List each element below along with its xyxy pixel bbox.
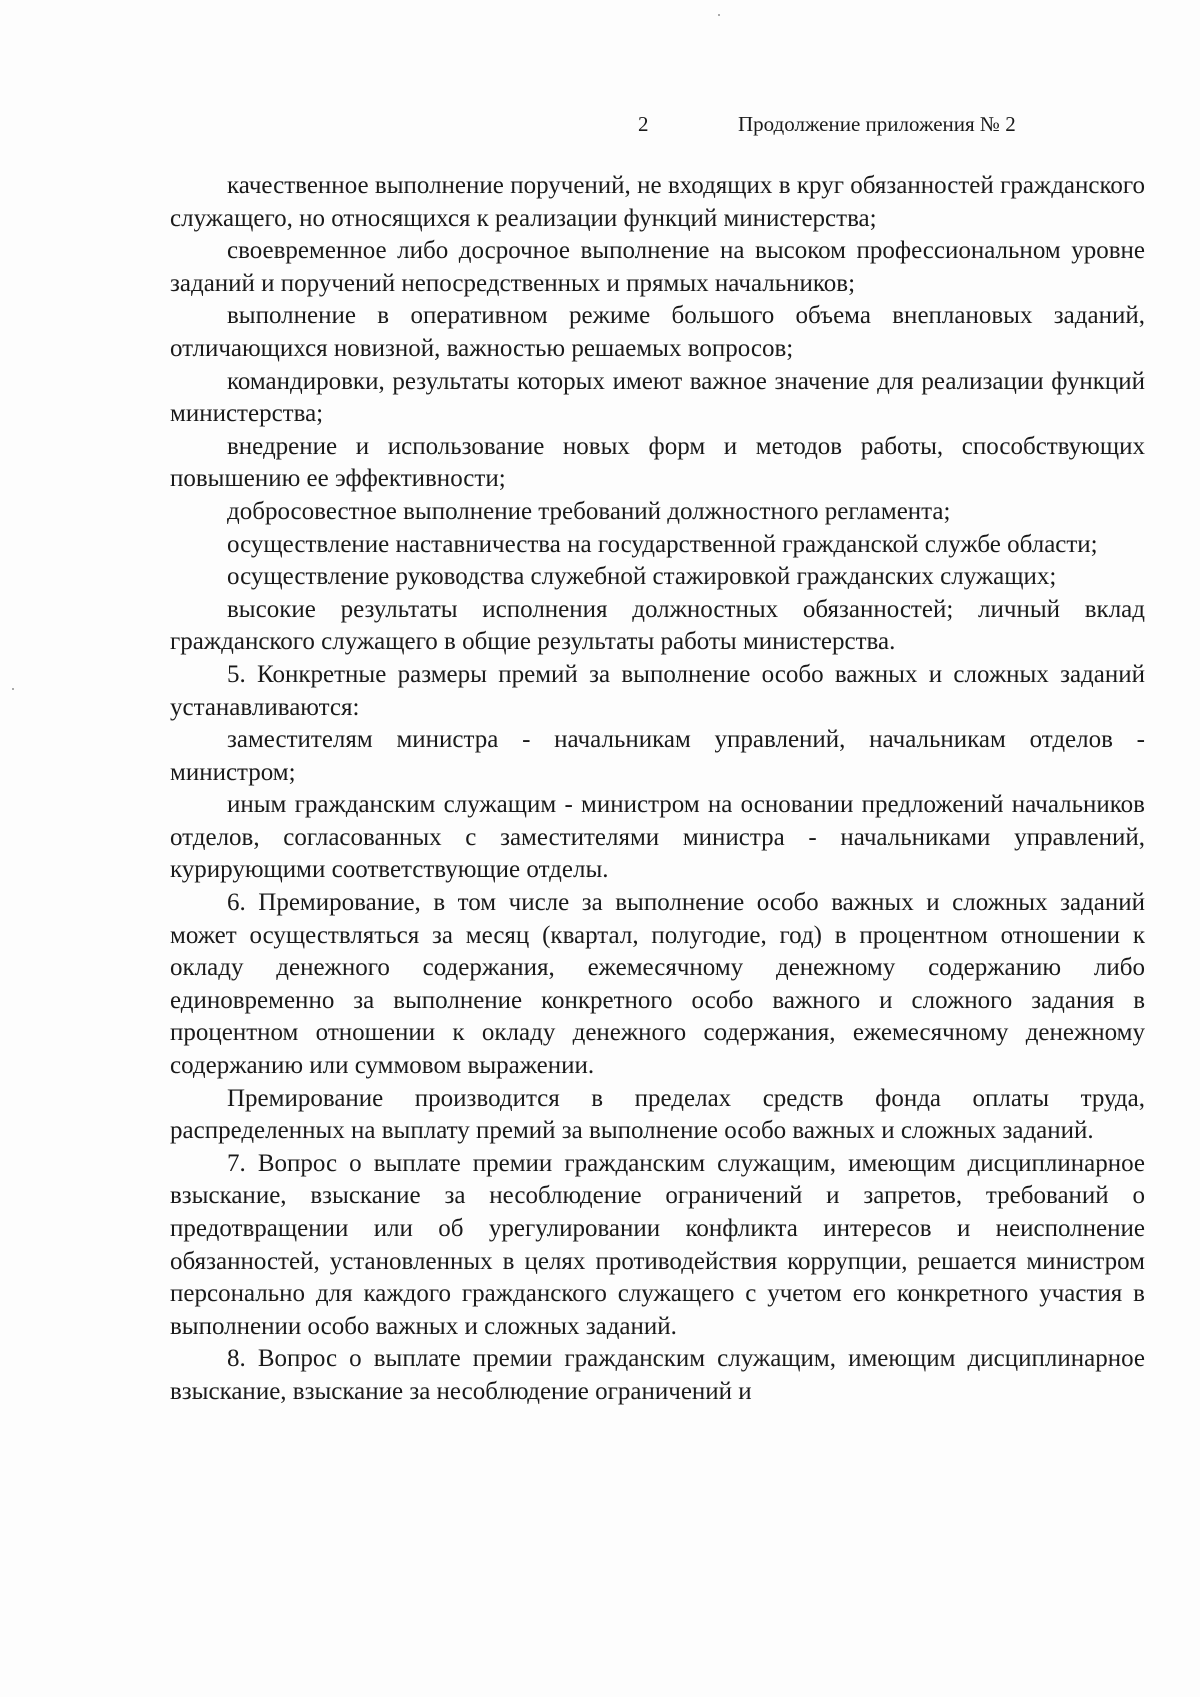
- paragraph: качественное выполнение поручений, не входящих в круг обязанностей гражданского служащего, но относящихся к реализации функций министерства;: [170, 172, 1145, 232]
- paragraph: Премирование производится в пределах средств фонда оплаты труда, распределенных на выплату премий за выполнение особо важных и сложных заданий.: [170, 1084, 1145, 1145]
- paragraph: добросовестное выполнение требований должностного регламента;: [227, 497, 951, 525]
- paragraph: иным гражданским служащим - министром на основании предложений начальников отделов, согласованных с заместителями министра - начальниками управлений, курирующими соответствующие отделы.: [170, 791, 1145, 884]
- paragraph: заместителям министра - начальникам управлений, начальникам отделов - министром;: [170, 726, 1145, 786]
- scan-speck: [718, 14, 720, 16]
- paragraph: 5. Конкретные размеры премий за выполнение особо важных и сложных заданий устанавливаются:: [170, 660, 1145, 721]
- scan-speck: [12, 688, 14, 690]
- paragraph: внедрение и использование новых форм и методов работы, способствующих повышению ее эффективности;: [170, 432, 1145, 493]
- page-header: [0, 112, 1200, 142]
- paragraph: осуществление руководства служебной стажировкой гражданских служащих;: [227, 563, 1057, 591]
- paragraph: 7. Вопрос о выплате премии гражданским служащим, имеющим дисциплинарное взыскание, взыскание за несоблюдение ограничений и запретов, требований о предотвращении или об урегулировании конфликта интересов и неисполнение обязанностей, установленных в целях противодействия коррупции, решается министром персонально для каждого гражданского служащего с учетом его конкретного участия в выполнении особо важных и сложных заданий.: [170, 1149, 1145, 1340]
- paragraph: командировки, результаты которых имеют важное значение для реализации функций министерства;: [170, 367, 1145, 428]
- paragraph: 6. Премирование, в том числе за выполнение особо важных и сложных заданий может осуществляться за месяц (квартал, полугодие, год) в процентном отношении к окладу денежного содержания, ежемесячному денежному содержанию либо единовременно за выполнение конкретного особо важного и сложного задания в процентном отношении к окладу денежного содержания, ежемесячному денежному содержанию или суммовом выражении.: [170, 889, 1145, 1080]
- paragraph: выполнение в оперативном режиме большого объема внеплановых заданий, отличающихся новизной, важностью решаемых вопросов;: [170, 302, 1145, 362]
- paragraph: осуществление наставничества на государственной гражданской службе области;: [227, 530, 1098, 558]
- document-body: [170, 170, 1145, 1409]
- paragraph: 8. Вопрос о выплате премии гражданским служащим, имеющим дисциплинарное взыскание, взыскание за несоблюдение ограничений и: [170, 1345, 1145, 1405]
- paragraph: высокие результаты исполнения должностных обязанностей; личный вклад гражданского служащего в общие результаты работы министерства.: [170, 595, 1145, 656]
- appendix-label: Продолжение приложения № 2: [738, 112, 1016, 136]
- page-number: 2: [638, 112, 649, 136]
- paragraph: своевременное либо досрочное выполнение на высоком профессиональном уровне заданий и поручений непосредственных и прямых начальников;: [170, 237, 1145, 297]
